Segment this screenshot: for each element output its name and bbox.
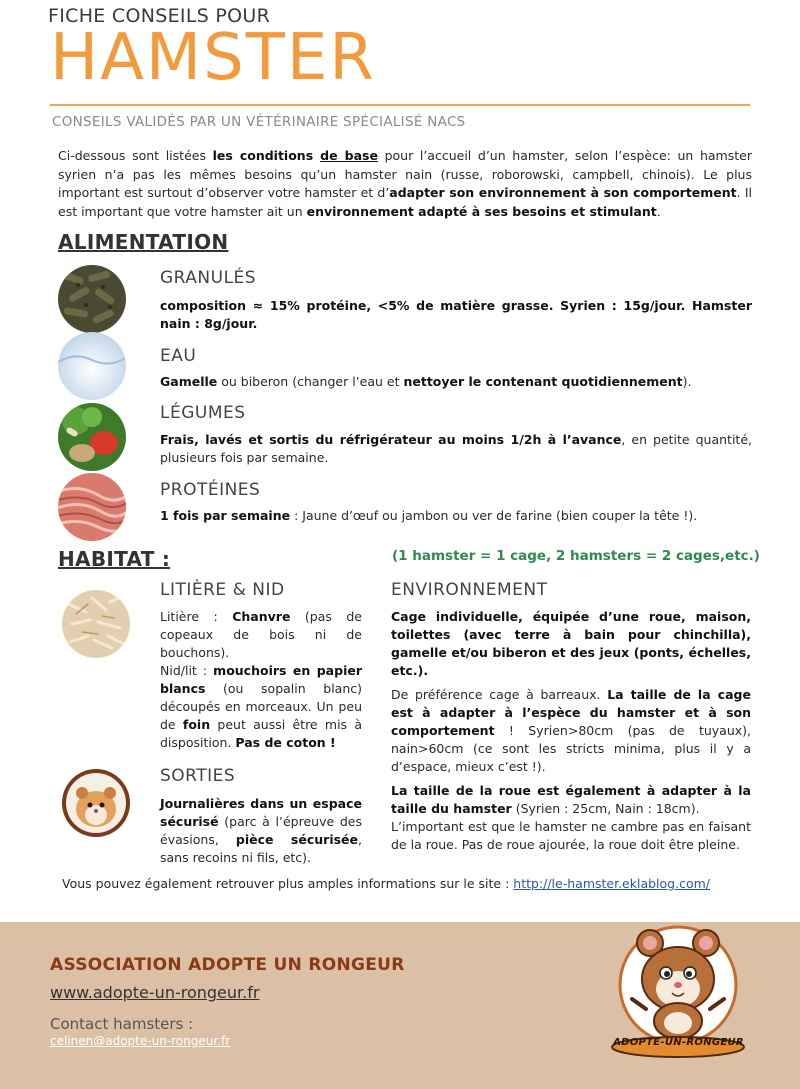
proteines-title: PROTÉINES bbox=[160, 480, 261, 500]
title-divider bbox=[50, 104, 750, 106]
page-title: HAMSTER bbox=[50, 21, 376, 95]
granules-text: composition ≈ 15% protéine, <5% de matière grasse. Syrien : 15g/jour. Hamster nain : 8g/jour. bbox=[160, 298, 752, 331]
contact-label: Contact hamsters : bbox=[50, 1015, 194, 1033]
litter-image bbox=[62, 590, 130, 658]
email-link[interactable]: celinen@adopte-un-rongeur.fr bbox=[50, 1034, 231, 1048]
hamster-photo bbox=[62, 769, 130, 837]
cage-rule-note: (1 hamster = 1 cage, 2 hamsters = 2 cages,etc.) bbox=[392, 548, 760, 564]
intro-paragraph: Ci-dessous sont listées les conditions de base pour l’accueil d’un hamster, selon l’espèce: un hamster syrien n’a pas les mêmes besoins qu’un hamster nain (russe, roborowski, campbell, chinois). Le plus important est surtout d’observer votre hamster et d’adapter son environnement à son comportement. Il est important que votre hamster ait un environnement adapté à ses besoins et stimulant. bbox=[58, 148, 752, 219]
litiere-text: Litière : Chanvre (pas de copeaux de bois ni de bouchons). Nid/lit : mouchoirs en papier blancs (ou sopalin blanc) découpés en morceaux. Un peu de foin peut aussi être mis à disposition. Pas de coton ! bbox=[160, 609, 363, 750]
section-habitat-heading: HABITAT : bbox=[58, 547, 171, 571]
ham-image bbox=[58, 473, 126, 541]
kicker-text: FICHE CONSEILS POUR bbox=[48, 5, 271, 27]
legumes-text: Frais, lavés et sortis du réfrigérateur au moins 1/2h à l’avance, en petite quantité, plusieurs fois par semaine. bbox=[160, 432, 752, 465]
more-info-line: Vous pouvez également retrouver plus amples informations sur le site : http://le-hamster.eklablog.com/ bbox=[62, 876, 710, 891]
environnement-title: ENVIRONNEMENT bbox=[391, 580, 548, 600]
website-link[interactable]: www.adopte-un-rongeur.fr bbox=[50, 983, 260, 1002]
section-alimentation-heading: ALIMENTATION bbox=[58, 230, 229, 254]
litiere-title: LITIÈRE & NID bbox=[160, 580, 285, 600]
environnement-text: Cage individuelle, équipée d’une roue, maison, toilettes (avec terre à bain pour chinchilla), gamelle et/ou biberon et des jeux (ponts, échelles, etc.). De préférence cage à barreaux. La taille de la cage est à adapter à l’espèce du hamster et à son comportement ! Syrien>80cm (pas de tuyaux), nain>60cm (ce sont les stricts minima, plus il y a d’espace, mieux c’est !). La taille de la roue est également à adapter à la taille du hamster (Syrien : 25cm, Nain : 18cm). L’important est que le hamster ne cambre pas en faisant de la roue. Pas de roue ajourée, la roue doit être pleine. bbox=[391, 609, 751, 852]
subtitle: CONSEILS VALIDÉS PAR UN VÉTÉRINAIRE SPÉCIALISÉ NACS bbox=[52, 114, 466, 130]
eau-title: EAU bbox=[160, 346, 197, 366]
logo-text: ADOPTE-UN-RONGEUR bbox=[613, 1037, 744, 1048]
legumes-title: LÉGUMES bbox=[160, 403, 246, 423]
association-logo bbox=[606, 913, 751, 1068]
more-info-link[interactable]: http://le-hamster.eklablog.com/ bbox=[513, 876, 710, 891]
sorties-title: SORTIES bbox=[160, 766, 236, 786]
association-name: ASSOCIATION ADOPTE UN RONGEUR bbox=[50, 955, 405, 975]
granules-title: GRANULÉS bbox=[160, 268, 257, 288]
vegetables-image bbox=[58, 403, 126, 471]
proteines-text: 1 fois par semaine : Jaune d’œuf ou jambon ou ver de farine (bien couper la tête !). bbox=[160, 508, 698, 523]
eau-text: Gamelle ou biberon (changer l’eau et nettoyer le contenant quotidiennement). bbox=[160, 374, 692, 389]
pellets-image bbox=[58, 265, 126, 333]
water-image bbox=[58, 332, 126, 400]
sorties-text: Journalières dans un espace sécurisé (parc à l’épreuve des évasions, pièce sécurisée, sans recoins ni fils, etc). bbox=[160, 796, 362, 865]
